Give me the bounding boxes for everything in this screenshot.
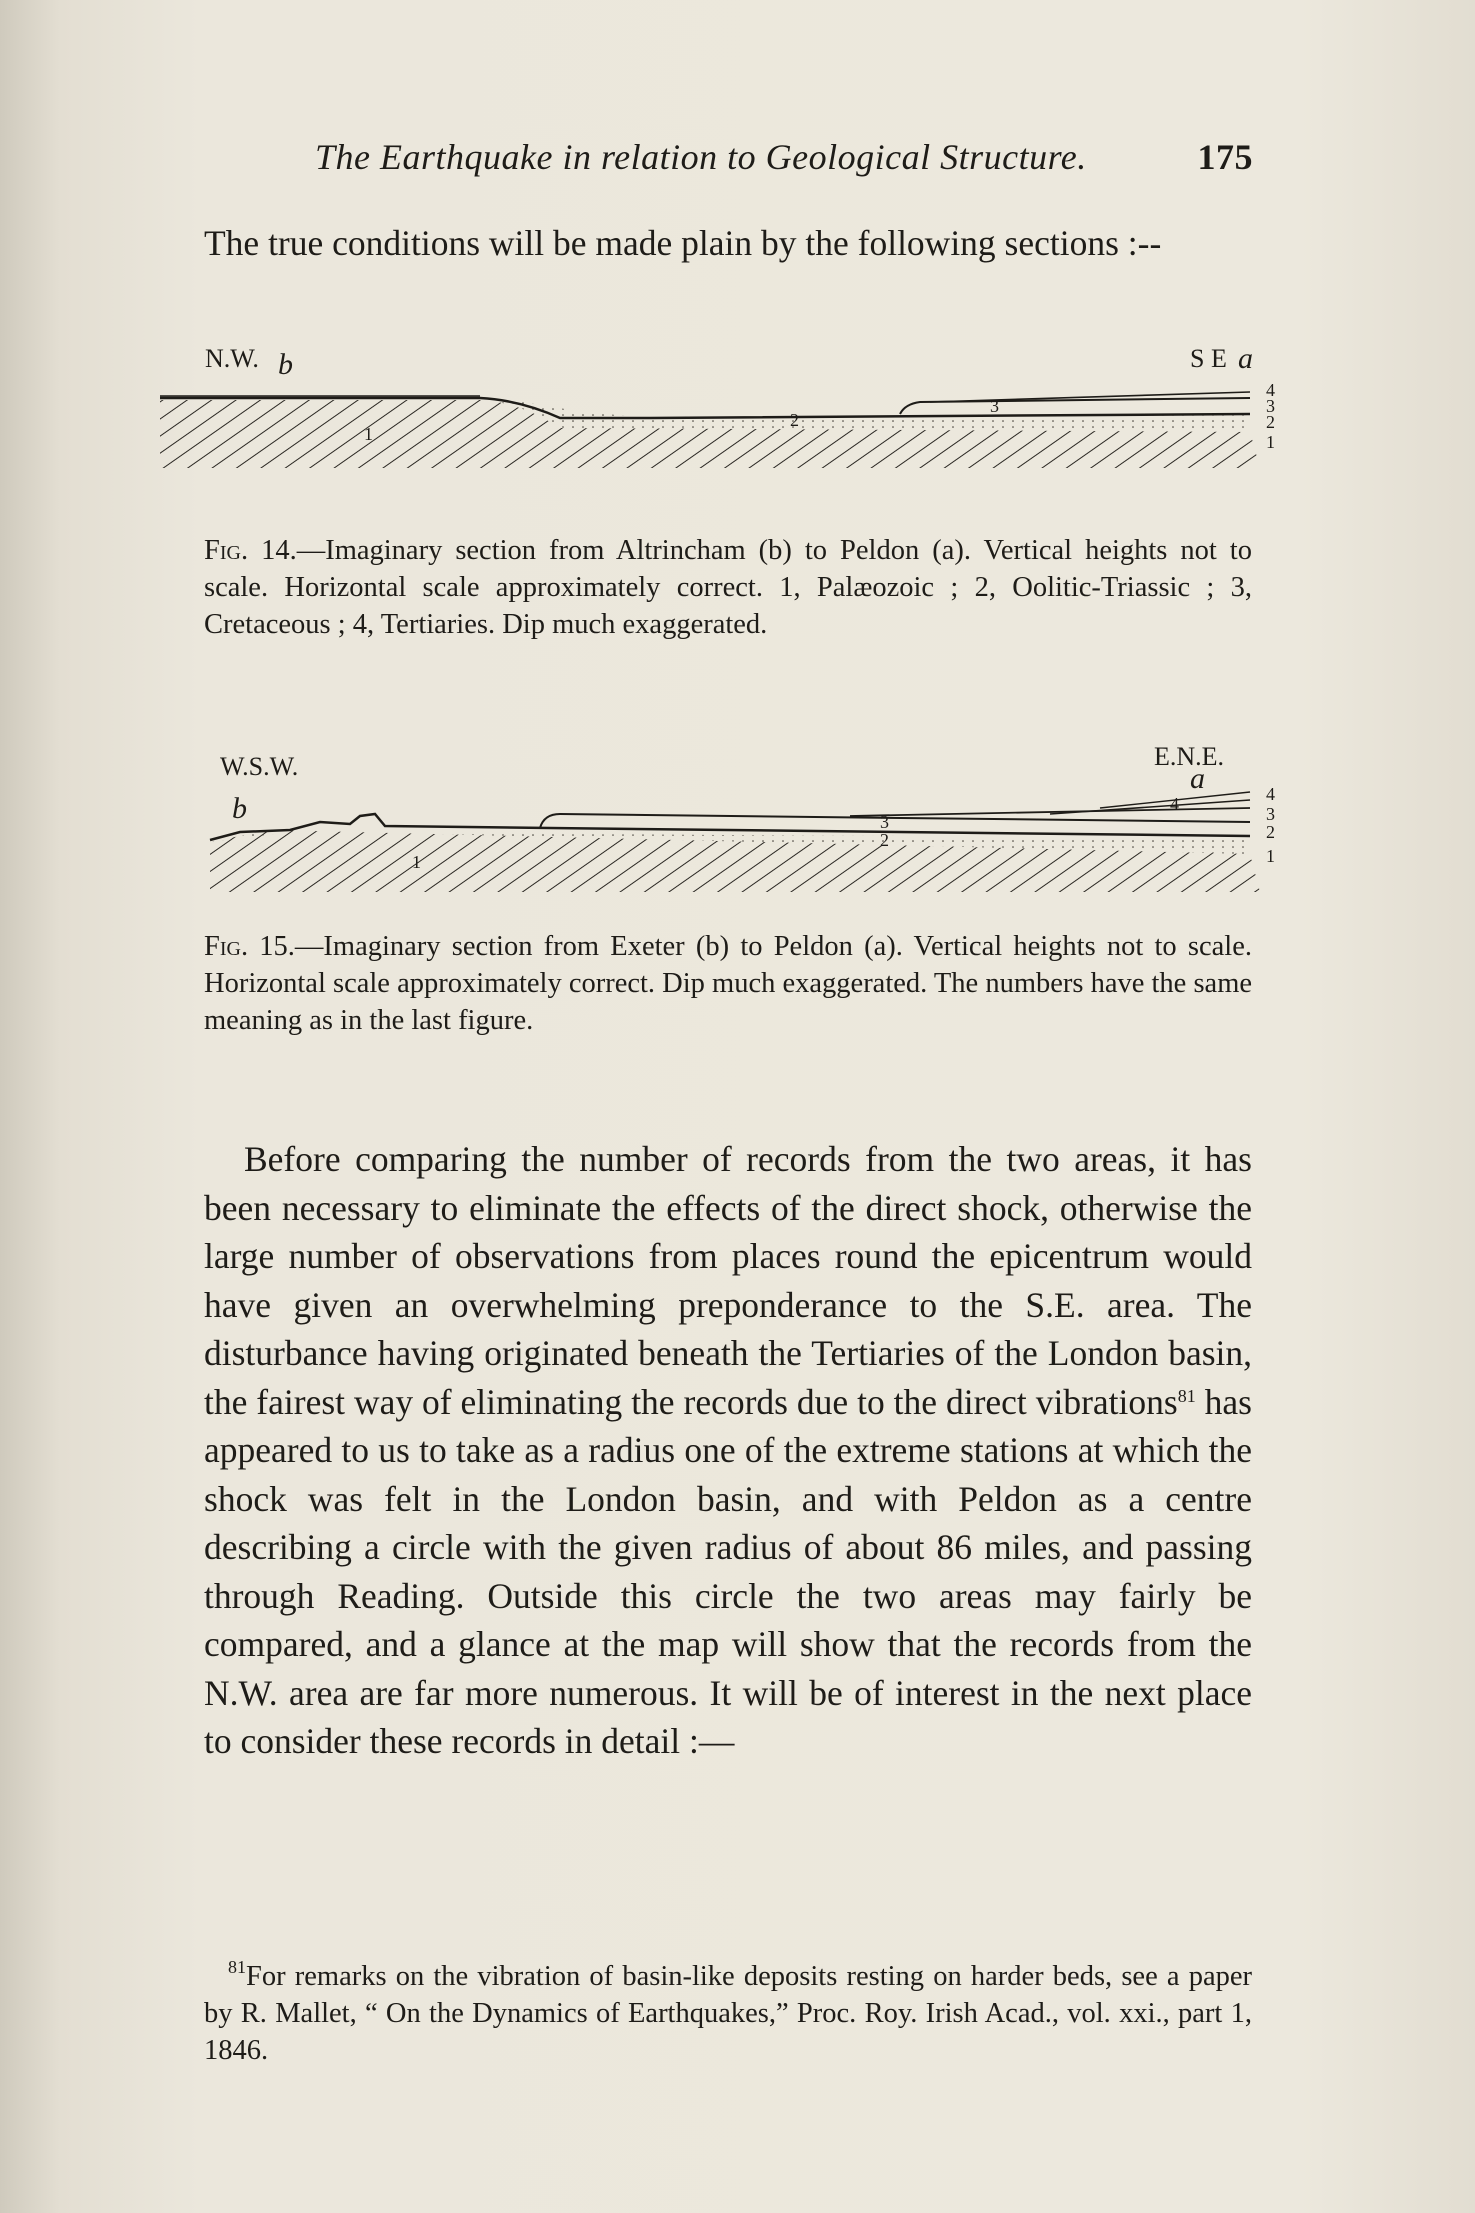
- fig14-inner-label-2: 2: [790, 410, 799, 430]
- fig15-locality-a: a: [1190, 762, 1205, 795]
- page-number: 175: [1197, 137, 1253, 177]
- fig14-stratum-label-1: 1: [1266, 432, 1275, 452]
- figure-15-caption-label: Fig. 15.: [204, 931, 295, 962]
- figure-15-section-diagram: [150, 742, 1280, 902]
- figure-14-caption: [204, 532, 1252, 643]
- footnote-text: For remarks on the vibration of basin-like deposits resting on harder beds, see a paper by R. Mallet, “ On the Dynamics of Earthquakes,” Proc. Roy. Irish Acad., vol. xxi., part 1, 1846.: [204, 1961, 1252, 2066]
- figure-15-caption-text: —Imaginary section from Exeter (b) to Peldon (a). Vertical heights not to scale. Horizontal scale approximately correct. Dip much exaggerated. The numbers have the same meaning as in the last figure.: [204, 931, 1253, 1036]
- body-paragraph: [204, 1135, 1252, 1766]
- fig15-inner-label-2: 2: [880, 830, 889, 850]
- intro-paragraph: The true conditions will be made plain by the following sections :--: [204, 223, 1162, 263]
- fig14-direction-left: N.W.: [205, 344, 259, 373]
- figure-15-caption: [204, 928, 1252, 1039]
- footnote: [204, 1958, 1252, 2069]
- running-head: [315, 136, 1255, 186]
- body-text-part-1: Before comparing the number of records from the two areas, it has been necessary to eliminate the effects of the direct shock, otherwise the large number of observations from places round the epicentrum would have given an overwhelming preponderance to the S.E. area. The disturbance having originated beneath the Tertiaries of the London basin, the fairest way of eliminating the records due to the direct vibrations: [204, 1139, 1252, 1422]
- fig15-locality-b: b: [232, 792, 247, 825]
- footnote-number: 81: [228, 1957, 246, 1977]
- fig14-inner-label-1: 1: [364, 424, 373, 444]
- figure-14-section-diagram: [150, 340, 1280, 480]
- running-head-title: The Earthquake in relation to Geological Structure.: [315, 137, 1087, 177]
- fig15-inner-label-3: 3: [880, 812, 889, 832]
- fig14-direction-right: S E: [1190, 344, 1227, 373]
- fig15-direction-left: W.S.W.: [220, 752, 299, 781]
- fig14-locality-a: a: [1238, 342, 1253, 375]
- fig15-stratum-label-3: 3: [1266, 804, 1275, 824]
- fig15-direction-right: E.N.E.: [1154, 742, 1225, 771]
- fig15-inner-label-1: 1: [412, 852, 421, 872]
- fig14-inner-label-3: 3: [990, 396, 999, 416]
- figure-15-drawing: [150, 742, 1280, 902]
- fig14-stratum-label-2: 2: [1266, 412, 1275, 432]
- figure-14-caption-text: —Imaginary section from Altrincham (b) to Peldon (a). Vertical heights not to scale. Horizontal scale approximately correct. 1, Palæozoic ; 2, Oolitic-Triassic ; 3, Cretaceous ; 4, Tertiaries. Dip much exaggerated.: [204, 535, 1252, 640]
- figure-14-caption-label: Fig. 14.: [204, 535, 297, 566]
- fig14-stratum-label-3: 3: [1266, 396, 1275, 416]
- body-text-part-2: has appeared to us to take as a radius one of the extreme stations at which the shock was felt in the London basin, and with Peldon as a centre describing a circle with the given radius of about 86 miles, and passing through Reading. Outside this circle the two areas may fairly be compared, and a glance at the map will show that the records from the N.W. area are far more numerous. It will be of interest in the next place to consider these records in detail :—: [204, 1381, 1252, 1761]
- fig15-stratum-label-1: 1: [1266, 846, 1275, 866]
- fig15-stratum-label-4: 4: [1266, 784, 1275, 804]
- fig15-inner-label-4: 4: [1170, 794, 1179, 814]
- figure-14-drawing: [150, 340, 1280, 480]
- footnote-reference[interactable]: 81: [1177, 1385, 1196, 1406]
- fig14-locality-b: b: [278, 348, 293, 381]
- fig15-stratum-label-2: 2: [1266, 822, 1275, 842]
- fig14-stratum-label-4: 4: [1266, 380, 1275, 400]
